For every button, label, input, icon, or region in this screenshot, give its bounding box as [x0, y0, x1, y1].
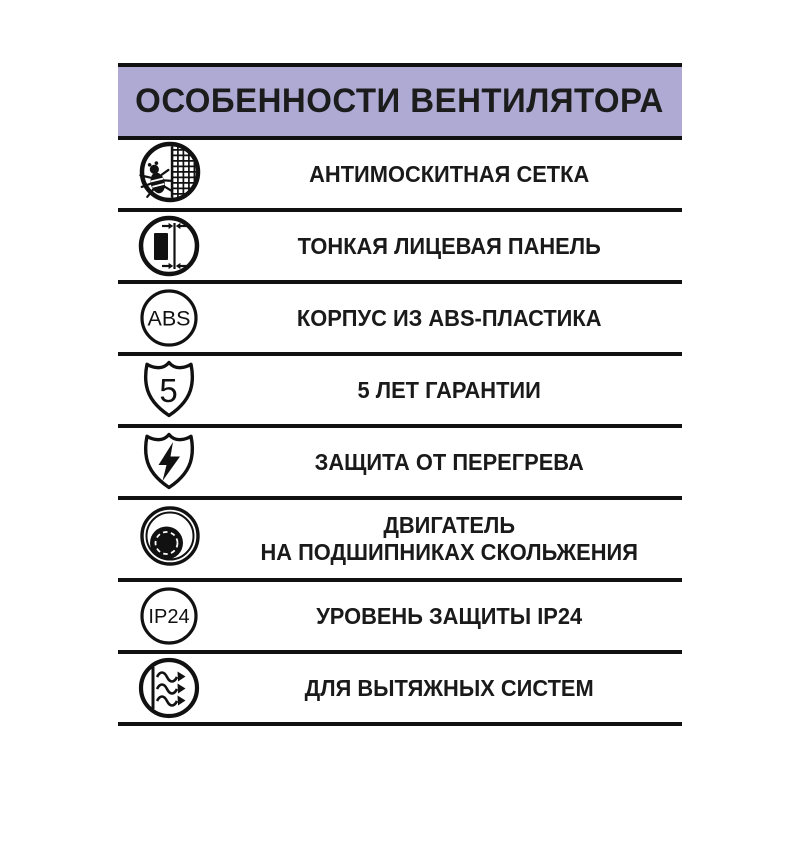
feature-row-mosquito-net	[118, 140, 682, 212]
feature-label: 5 ЛЕТ ГАРАНТИИ	[357, 376, 541, 403]
feature-label: АНТИМОСКИТНАЯ СЕТКА	[309, 160, 590, 187]
feature-row-bearing-motor	[118, 500, 682, 582]
ip24-badge-icon	[133, 580, 205, 652]
bearing-icon	[133, 503, 205, 575]
thin-panel-icon	[133, 210, 205, 282]
mosquito-net-icon	[133, 138, 205, 210]
feature-label: КОРПУС ИЗ ABS-ПЛАСТИКА	[296, 304, 602, 331]
feature-row-thin-panel	[118, 212, 682, 284]
feature-row-exhaust	[118, 654, 682, 726]
abs-badge-icon	[133, 282, 205, 354]
features-board	[118, 63, 682, 726]
feature-label: ЗАЩИТА ОТ ПЕРЕГРЕВА	[314, 448, 584, 475]
lightning-shield-icon	[133, 426, 205, 498]
feature-row-abs-plastic	[118, 284, 682, 356]
warranty-shield-label: 5	[159, 372, 178, 409]
page-title: ОСОБЕННОСТИ ВЕНТИЛЯТОРА	[135, 82, 665, 120]
ip24-badge-label: IP24	[148, 606, 190, 628]
feature-row-ip24	[118, 582, 682, 654]
feature-row-overheat	[118, 428, 682, 500]
feature-label: ДЛЯ ВЫТЯЖНЫХ СИСТЕМ	[304, 674, 594, 701]
abs-badge-label: ABS	[147, 306, 191, 331]
warranty-shield-icon	[133, 354, 205, 426]
feature-label: ДВИГАТЕЛЬ НА ПОДШИПНИКАХ СКОЛЬЖЕНИЯ	[260, 512, 638, 565]
exhaust-flow-icon	[133, 652, 205, 724]
feature-label: ТОНКАЯ ЛИЦЕВАЯ ПАНЕЛЬ	[297, 232, 601, 259]
feature-label: УРОВЕНЬ ЗАЩИТЫ IP24	[316, 602, 583, 629]
header-bar	[118, 67, 682, 140]
feature-row-warranty	[118, 356, 682, 428]
